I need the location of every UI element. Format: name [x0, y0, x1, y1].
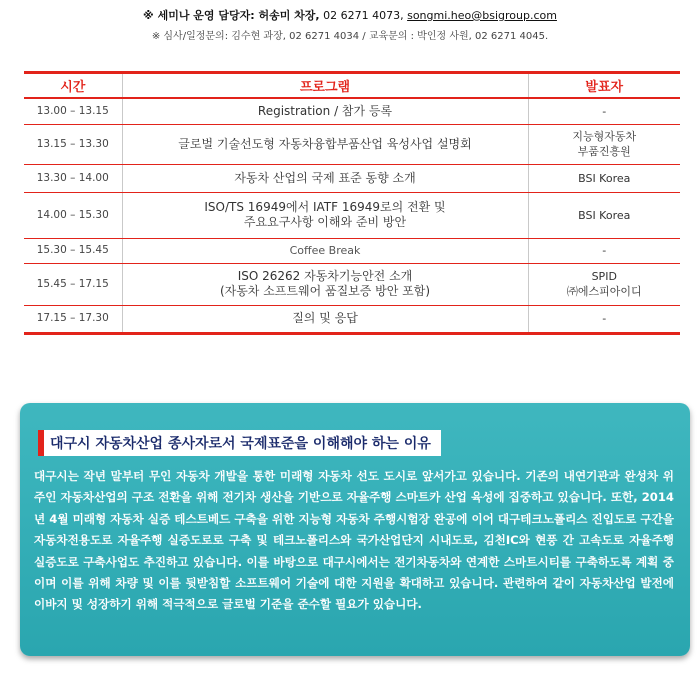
cell-program: ISO/TS 16949에서 IATF 16949로의 전환 및 주요요구사항 이해와 준비 방안: [122, 192, 528, 238]
cell-speaker: 지능형자동차 부품진흥원: [528, 124, 680, 164]
cell-program: 글로벌 기술선도형 자동차융합부품산업 육성사업 설명회: [122, 124, 528, 164]
contact-line-secondary: ※ 심사/일정문의: 김수현 과장, 02 6271 4034 / 교육문의 : 박인정 사원, 02 6271 4045.: [151, 31, 549, 42]
cell-program: 자동차 산업의 국제 표준 동향 소개: [122, 164, 528, 192]
contact-email-link[interactable]: songmi.heo@bsigroup.com: [407, 9, 557, 22]
cell-time: 13.30 – 14.00: [24, 164, 122, 192]
info-box: [20, 403, 690, 656]
table-row: [24, 124, 680, 164]
cell-time: 15.30 – 15.45: [24, 238, 122, 263]
cell-program: 질의 및 응답: [122, 305, 528, 333]
cell-time: 15.45 – 17.15: [24, 263, 122, 305]
cell-speaker: -: [528, 305, 680, 333]
cell-time: 13.15 – 13.30: [24, 124, 122, 164]
cell-program: ISO 26262 자동차기능안전 소개 (자동차 소프트웨어 품질보증 방안 포함): [122, 263, 528, 305]
table-row: [24, 238, 680, 263]
contact-manager-phone: 02 6271 4073,: [323, 9, 404, 22]
info-box-title: 대구시 자동차산업 종사자로서 국제표준을 이해해야 하는 이유: [38, 430, 441, 456]
cell-speaker: BSI Korea: [528, 164, 680, 192]
cell-program: Coffee Break: [122, 238, 528, 263]
cell-speaker: -: [528, 238, 680, 263]
contact-manager-label: ※ 세미나 운영 담당자: 허송미 차장,: [143, 9, 320, 22]
table-row: [24, 192, 680, 238]
cell-speaker: BSI Korea: [528, 192, 680, 238]
table-row: [24, 305, 680, 333]
contact-line-primary: [0, 7, 700, 23]
cell-time: 13.00 – 13.15: [24, 98, 122, 124]
info-box-body: 대구시는 작년 말부터 무인 자동차 개발을 통한 미래형 자동차 선도 도시로 앞서가고 있습니다. 기존의 내연기관과 완성차 위주인 자동차산업의 구조 전환을 위해 전기차 생산을 기반으로 자율주행 스마트카 산업 육성에 집중하고 있습니다. 또한, 2014년 4월 미래형 자동차 실증 테스트베드 구축을 위한 지능형 자동차 주행시험장 완공에 이어 대구테크노폴리스 진입도로 구간을 자동차전용도로 자율주행 실증도로로 구축 및 테크노폴리스와 국가산업단지 시내도로, 김천IC와 현풍 간 고속도로 자율주행 실증도로 구축사업도 추진하고 있습니다. 이를 바탕으로 대구시에서는 전기차동차와 연계한 스마트시티를 구축하도록 계획 중이며 이를 위해 차량 및 이를 뒷받침할 소프트웨어 기술에 대한 지원을 확대하고 있습니다. 관련하여 같이 자동차산업 발전에 이바지 및 성장하기 위해 적극적으로 글로벌 기준을 준수할 필요가 있습니다.: [34, 469, 674, 612]
header-time: 시간: [24, 73, 122, 99]
cell-speaker: SPID ㈜에스피아이디: [528, 263, 680, 305]
header-speaker: 발표자: [528, 73, 680, 99]
table-row: [24, 164, 680, 192]
cell-speaker: -: [528, 98, 680, 124]
cell-time: 17.15 – 17.30: [36, 312, 109, 324]
schedule-header-row: [24, 73, 680, 99]
schedule-table: [24, 71, 680, 335]
header-program: 프로그램: [122, 73, 528, 99]
table-row: [24, 263, 680, 305]
cell-program: Registration / 참가 등록: [122, 98, 528, 124]
cell-time: 14.00 – 15.30: [24, 192, 122, 238]
table-row: [24, 98, 680, 124]
